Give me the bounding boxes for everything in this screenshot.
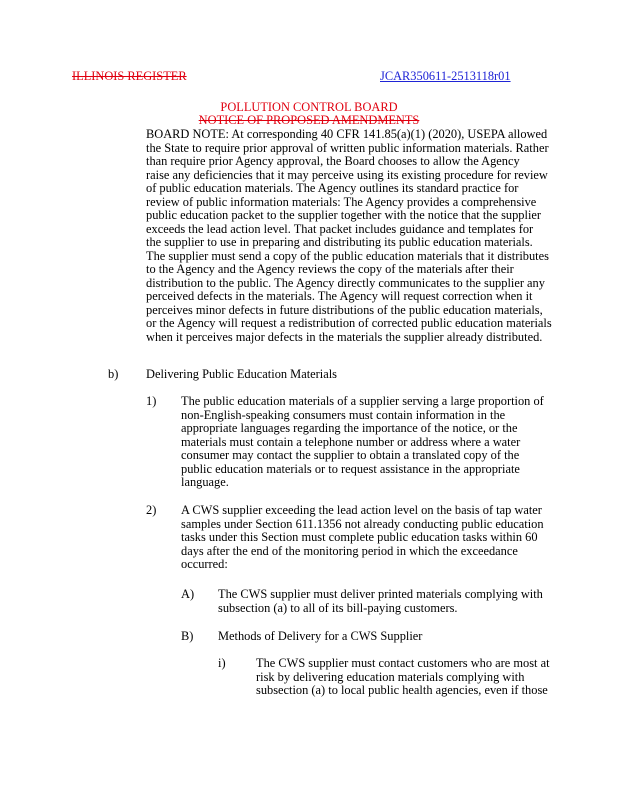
item-2-line: days after the end of the monitoring period in which the exceedance [181, 543, 518, 558]
board-title: POLLUTION CONTROL BOARD [220, 100, 398, 114]
notice-title: NOTICE OF PROPOSED AMENDMENTS [198, 113, 420, 127]
board-note-line: The supplier must send a copy of the public education materials that it distributes [146, 248, 549, 263]
board-note-line: of public education materials. The Agency outlines its standard practice for [146, 181, 519, 195]
board-note-line: when it perceives major defects in the materials the supplier already distributed. [146, 329, 543, 344]
item-b-text: Methods of Delivery for a CWS Supplier [218, 629, 423, 643]
item-1-line: non-English-speaking consumers must contain information in the [181, 407, 506, 422]
item-i-line: subsection (a) to local public health agencies, even if those [256, 683, 548, 697]
item-1-line: consumer may contact the supplier to obtain a translated copy of the [181, 448, 520, 462]
item-i-line: risk by delivering education materials complying with [256, 669, 525, 684]
item-2-line: A CWS supplier exceeding the lead action level on the basis of tap water [181, 503, 542, 517]
board-note-line: perceived defects in the materials. The Agency will request correction when it [146, 289, 533, 303]
item-1-line: language. [181, 475, 229, 489]
board-note-line: distribution to the public. The Agency directly communicates to the supplier any [146, 275, 545, 290]
register-header: ILLINOIS REGISTER [72, 69, 187, 83]
item-a-line: The CWS supplier must deliver printed materials complying with [218, 587, 543, 601]
item-2-text [181, 504, 544, 572]
item-2-line: tasks under this Section must complete public education tasks within 60 [181, 530, 538, 544]
item-a-text [218, 588, 543, 615]
item-i-line: The CWS supplier must contact customers who are most at [256, 656, 550, 670]
item-1-label: 1) [146, 394, 157, 408]
item-1-text [181, 395, 544, 490]
board-note-line: raise any deficiencies that it may perceive using its existing procedure for review [146, 167, 548, 182]
item-i-label: i) [218, 656, 226, 670]
section-b-label: b) [108, 367, 119, 381]
board-note-line: to the Agency and the Agency reviews the copy of the materials after their [146, 262, 514, 276]
document-id: JCAR350611-2513118r01 [380, 69, 511, 83]
item-2-line: samples under Section 611.1356 not already conducting public education [181, 516, 544, 531]
board-note-line: exceeds the lead action level. That packet includes guidance and templates for [146, 221, 534, 236]
section-b-title: Delivering Public Education Materials [146, 367, 337, 381]
board-note-line: review of public information materials: The Agency provides a comprehensive [146, 194, 537, 209]
item-1-line: materials must contain a telephone number or address where a water [181, 434, 521, 449]
board-note-line: than require prior Agency approval, the Board chooses to allow the Agency [146, 154, 520, 168]
board-note-line: the State to require prior approval of written public information materials. Rather [146, 140, 549, 155]
item-1-line: The public education materials of a supplier serving a large proportion of [181, 394, 544, 408]
board-note-line: or the Agency will request a redistribution of corrected public education materials [146, 316, 552, 330]
item-a-line: subsection (a) to all of its bill-paying customers. [218, 600, 458, 615]
item-2-label: 2) [146, 503, 157, 517]
item-1-line: public education materials or to request assistance in the appropriate [181, 461, 520, 476]
board-note-line: BOARD NOTE: At corresponding 40 CFR 141.85(a)(1) (2020), USEPA allowed [146, 127, 548, 141]
item-b-label: B) [181, 629, 194, 643]
item-1-line: appropriate languages regarding the importance of the notice, or the [181, 421, 518, 435]
board-note-line: public education packet to the supplier together with the notice that the supplier [146, 208, 542, 222]
board-note [146, 128, 552, 344]
item-i-text [256, 657, 550, 698]
board-note-line: the supplier to use in preparing and distributing its public education materials. [146, 235, 533, 249]
board-note-line: perceives minor defects in future distributions of the public education materials, [146, 302, 543, 317]
item-a-label: A) [181, 587, 195, 601]
item-2-line: occurred: [181, 557, 228, 571]
